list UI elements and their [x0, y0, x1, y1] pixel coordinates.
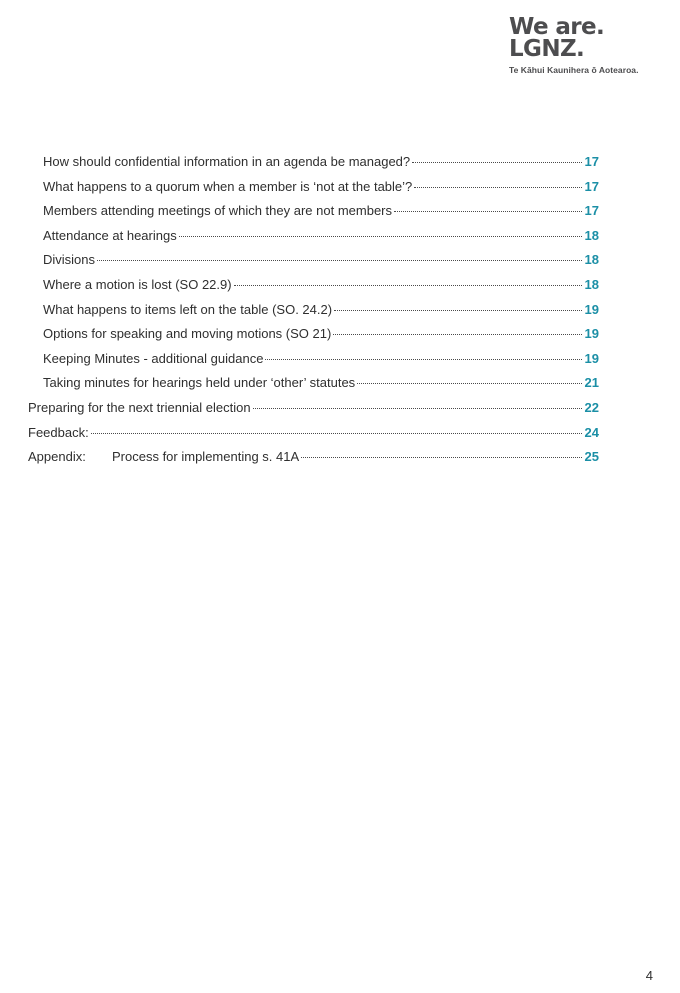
toc-leader-dots — [234, 285, 582, 286]
toc-entry-title: How should confidential information in an agenda be managed? — [43, 154, 411, 169]
toc-entry-page[interactable]: 18 — [584, 227, 599, 243]
toc-entry[interactable] — [43, 322, 599, 347]
toc-entry-title: Divisions — [43, 252, 96, 268]
toc-leader-dots — [265, 359, 581, 360]
toc-entry[interactable] — [43, 298, 599, 323]
toc-entry[interactable] — [43, 248, 599, 273]
toc-leader-dots — [97, 260, 582, 261]
toc-entry-page[interactable]: 21 — [584, 375, 599, 391]
toc-entry-page[interactable]: 24 — [584, 424, 599, 440]
toc-entry-title: Options for speaking and moving motions (SO 21) — [43, 326, 332, 342]
lgnz-logo — [509, 16, 669, 75]
toc-leader-dots — [253, 408, 582, 409]
logo-line-lgnz: LGNZ. — [509, 36, 585, 62]
toc-entry[interactable] — [43, 273, 599, 298]
toc-leader-dots — [357, 383, 581, 384]
toc-leader-dots — [414, 187, 581, 188]
toc-entry[interactable] — [43, 224, 599, 249]
toc-leader-dots — [179, 236, 582, 237]
toc-entry-title: Taking minutes for hearings held under ‘other’ statutes — [43, 375, 356, 391]
toc-leader-dots — [412, 162, 581, 163]
toc-entry-page[interactable]: 18 — [584, 252, 599, 268]
toc-entry-page[interactable]: 17 — [584, 203, 599, 219]
toc-entry[interactable] — [43, 371, 599, 396]
toc-entry-title: Keeping Minutes - additional guidance — [43, 350, 264, 366]
toc-leader-dots — [394, 211, 582, 212]
toc-entry-page[interactable]: 17 — [584, 154, 599, 169]
toc-entry[interactable] — [43, 199, 599, 224]
toc-entry-page[interactable]: 19 — [584, 326, 599, 342]
toc-leader-dots — [301, 457, 581, 458]
toc-entry[interactable] — [43, 175, 599, 200]
toc-leader-dots — [91, 433, 582, 434]
toc-entry[interactable] — [43, 347, 599, 372]
toc-entry[interactable] — [28, 421, 599, 446]
toc-entry-title: Members attending meetings of which they are not members — [43, 203, 393, 219]
toc-entry-page[interactable]: 25 — [584, 449, 599, 465]
toc-entry-title: What happens to a quorum when a member is ‘not at the table’? — [43, 178, 413, 194]
toc-entry-title: Where a motion is lost (SO 22.9) — [43, 276, 232, 292]
toc-entry-title: Process for implementing s. 41A — [112, 449, 300, 465]
toc-entry-page[interactable]: 17 — [584, 178, 599, 194]
toc-leader-dots — [334, 310, 581, 311]
toc-entry-title: Feedback: — [28, 424, 89, 440]
toc-entry[interactable] — [43, 150, 599, 175]
toc-entry-title: Preparing for the next triennial election — [28, 399, 251, 415]
toc-entry-page[interactable]: 19 — [584, 301, 599, 317]
page-number: 4 — [645, 968, 653, 983]
logo-line-we-are: We are. — [509, 14, 605, 40]
toc-leader-dots — [333, 334, 581, 335]
toc-entry[interactable] — [28, 396, 599, 421]
toc-entry-title: Attendance at hearings — [43, 227, 177, 243]
table-of-contents — [0, 150, 680, 470]
toc-entry-page[interactable]: 19 — [584, 350, 599, 366]
toc-entry-label: Appendix: — [28, 449, 86, 465]
toc-entry-title: What happens to items left on the table (SO. 24.2) — [43, 301, 333, 317]
logo-tagline: Te Kāhui Kaunihera ō Aotearoa. — [509, 65, 639, 75]
toc-entry-page[interactable]: 22 — [584, 399, 599, 415]
toc-entry-appendix[interactable] — [28, 445, 599, 470]
toc-entry-page[interactable]: 18 — [584, 276, 599, 292]
